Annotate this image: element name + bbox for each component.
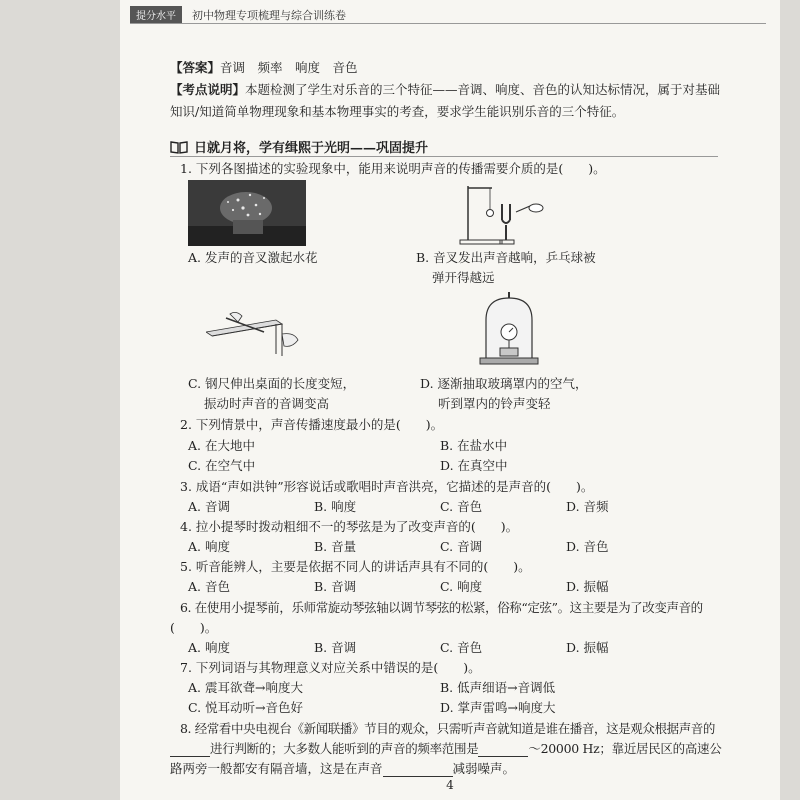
q2-option-d: D. 在真空中	[440, 458, 508, 473]
q2-option-c: C. 在空气中	[188, 458, 256, 473]
q6-option-b: B. 音调	[314, 640, 357, 655]
q3-stem: 3. 成语“声如洪钟”形容说话或歌唱时声音洪亮，它描述的是声音的( )。	[180, 479, 594, 494]
q1-option-d-line1: D. 逐渐抽取玻璃罩内的空气，	[420, 376, 588, 391]
q2-stem: 2. 下列情景中，声音传播速度最小的是( )。	[180, 417, 444, 432]
note-label: 【考点说明】	[170, 82, 246, 97]
tuning-fork-ball-image	[452, 182, 552, 246]
header-badge: 提分水平	[130, 6, 182, 23]
q3-option-a: A. 音调	[188, 499, 230, 514]
q5-option-b: B. 音调	[314, 579, 357, 594]
q3-option-c: C. 音色	[440, 499, 483, 514]
q4-option-d: D. 音色	[566, 539, 609, 554]
q8-line2-text-a: 进行判断的；大多数人能听到的声音的频率范围是	[210, 741, 479, 756]
worksheet-page	[120, 0, 780, 800]
note-text-1: 本题检测了学生对乐音的三个特征——音调、响度、音色的认知达标情况，属于对基础	[245, 82, 721, 97]
q1-option-c-line2: 振动时声音的音调变高	[204, 396, 330, 411]
q6-stem-line1: 6. 在使用小提琴前，乐师常旋动琴弦轴以调节琴弦的松紧，俗称“定弦”。这主要是为了改变声音的	[180, 600, 703, 615]
answer-line	[170, 60, 358, 76]
q8-line2-text-b: ～20000 Hz；靠近居民区的高速公	[528, 741, 722, 756]
open-book-icon	[170, 140, 188, 154]
q7-option-a: A. 震耳欲聋→响度大	[188, 680, 303, 695]
q1-stem: 1. 下列各图描述的实验现象中，能用来说明声音的传播需要介质的是( )。	[180, 161, 606, 176]
q8-blank-3[interactable]	[383, 763, 453, 777]
q7-stem: 7. 下列词语与其物理意义对应关系中错误的是( )。	[180, 660, 481, 675]
q6-option-d: D. 振幅	[566, 640, 609, 655]
note-line-2: 知识/知道简单物理现象和基本物理事实的考查，要求学生能识别乐音的三个特征。	[170, 104, 625, 119]
q4-option-b: B. 音量	[314, 539, 357, 554]
tuning-fork-water-image	[188, 180, 306, 246]
q5-option-c: C. 响度	[440, 579, 483, 594]
header-title: 初中物理专项梳理与综合训练卷	[192, 8, 346, 22]
q5-option-d: D. 振幅	[566, 579, 609, 594]
section-heading	[170, 137, 428, 156]
section-divider	[170, 156, 718, 157]
q7-option-d: D. 掌声雷鸣→响度大	[440, 700, 556, 715]
q8-blank-1[interactable]	[170, 743, 210, 757]
q4-stem: 4. 拉小提琴时拨动粗细不一的琴弦是为了改变声音的( )。	[180, 519, 519, 534]
q1-option-b-line1: B. 音叉发出声音越响，乒乓球被	[416, 250, 596, 265]
q5-stem: 5. 听音能辨人，主要是依据不同人的讲话声具有不同的( )。	[180, 559, 531, 574]
q6-option-a: A. 响度	[188, 640, 230, 655]
q3-option-d: D. 音频	[566, 499, 609, 514]
q1-option-d-line2: 听到罩内的铃声变轻	[438, 396, 551, 411]
note-line-1	[170, 82, 720, 98]
header-divider	[130, 23, 766, 24]
q6-option-c: C. 音色	[440, 640, 483, 655]
q6-stem-line2: ( )。	[170, 620, 218, 635]
steel-ruler-table-image	[206, 302, 302, 358]
q8-line1: 8. 经常看中央电视台《新闻联播》节目的观众，只需听声音就知道是谁在播音，这是观众根据声音的	[180, 721, 716, 736]
answer-text: 音调 频率 响度 音色	[220, 60, 358, 75]
q8-line2	[170, 741, 721, 757]
q2-option-a: A. 在大地中	[188, 438, 255, 453]
q1-option-c-line1: C. 钢尺伸出桌面的长度变短，	[188, 376, 356, 391]
q4-option-c: C. 音调	[440, 539, 483, 554]
q2-option-b: B. 在盐水中	[440, 438, 508, 453]
page-header	[130, 6, 346, 23]
q3-option-b: B. 响度	[314, 499, 357, 514]
q1-option-b-line2: 弹开得越远	[432, 270, 495, 285]
q8-line3-text-a: 路两旁一般都安有隔音墙，这是在声音	[170, 761, 383, 776]
page-number: 4	[446, 778, 454, 792]
q1-option-a: A. 发声的音叉激起水花	[188, 250, 318, 265]
q8-line3-text-b: 减弱噪声。	[452, 761, 516, 776]
q5-option-a: A. 音色	[188, 579, 230, 594]
section-title: 日就月将，学有缉熙于光明——巩固提升	[194, 141, 429, 156]
q8-blank-2[interactable]	[478, 743, 528, 757]
bell-jar-image	[476, 292, 542, 368]
q8-line3	[170, 761, 515, 777]
q7-option-b: B. 低声细语→音调低	[440, 680, 556, 695]
answer-label: 【答案】	[170, 60, 221, 75]
q4-option-a: A. 响度	[188, 539, 230, 554]
q7-option-c: C. 悦耳动听→音色好	[188, 700, 304, 715]
